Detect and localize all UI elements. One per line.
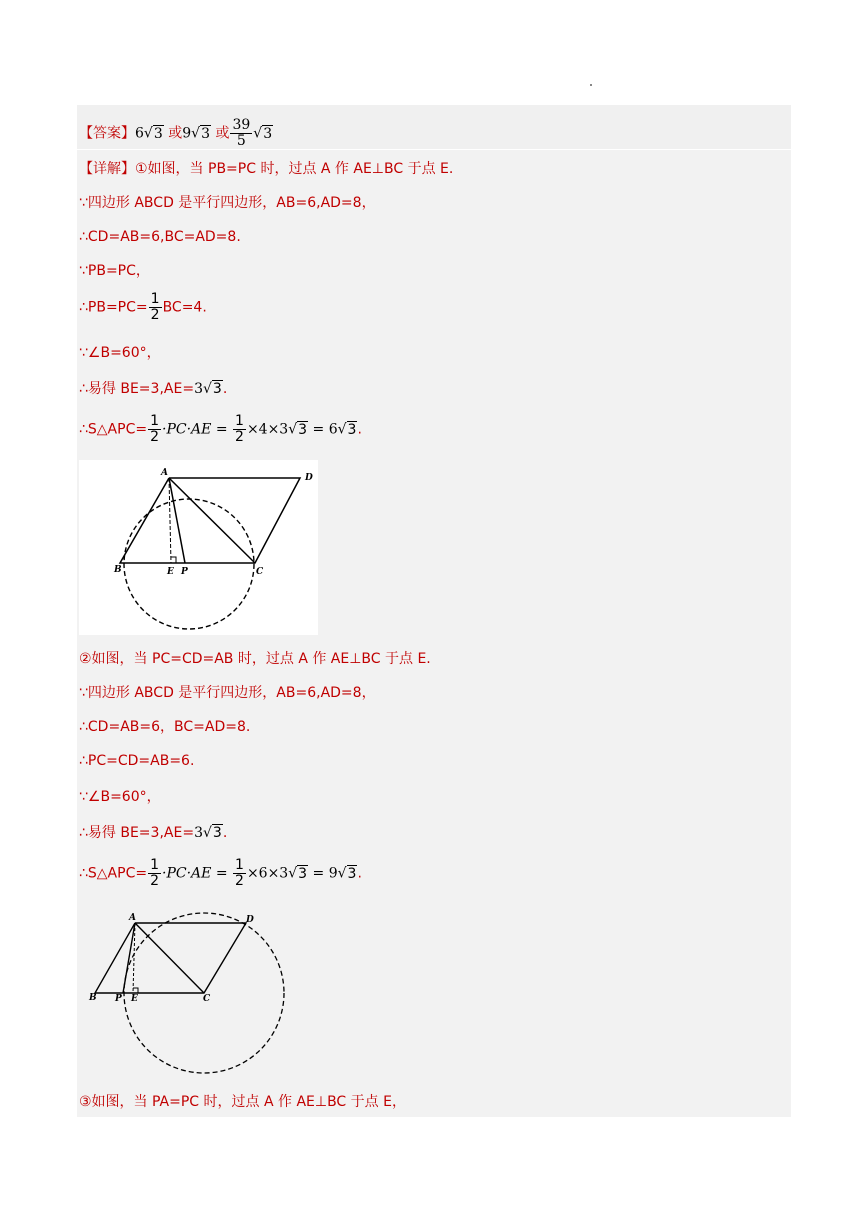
label-p: P <box>181 567 188 577</box>
case1-intro: 【详解】①如图，当 PB=PC 时，过点 A 作 AE⊥BC 于点 E. <box>79 161 454 177</box>
case1-step5: ∵∠B=60°， <box>79 345 161 361</box>
case1-step4: ∴PB=PC= $\frac{1}{2}$ BC=4. <box>79 291 207 323</box>
answer-label: 【答案】 <box>79 125 135 142</box>
label-p: P <box>115 994 122 1004</box>
case2-step4: ∵∠B=60°， <box>79 789 161 805</box>
label-c: C <box>256 567 264 577</box>
case1-step6: ∴易得 BE=3,AE=3√3. <box>79 381 228 397</box>
circle-dashed <box>124 499 254 629</box>
right-angle-mark <box>171 557 176 563</box>
case2-step2: ∴CD=AB=6，BC=AD=8. <box>79 719 251 735</box>
answer-line: 【答案】6√3 或9√3 或 $\frac{39}{5}$ √3 <box>79 117 273 149</box>
parallelogram-abcd <box>95 923 246 993</box>
segment-ac <box>135 923 204 993</box>
case1-step3: ∵PB=PC， <box>79 263 150 279</box>
answer-fraction: $\frac{39}{5}$ <box>232 117 251 149</box>
figure-2 <box>85 907 290 1077</box>
label-c: C <box>203 994 211 1004</box>
label-a: A <box>129 913 136 923</box>
label-b: B <box>89 993 97 1003</box>
case3-intro: ③如图，当 PA=PC 时，过点 A 作 AE⊥BC 于点 E， <box>79 1094 406 1110</box>
case2-step5: ∴易得 BE=3,AE=3√3. <box>79 825 228 841</box>
case1-step7: ∴S△APC= $\frac{1}{2}$ ·PC·AE = $\frac{1}{2}$ ×4×3√3 = 6√3. <box>79 413 362 445</box>
case2-step6: ∴S△APC= $\frac{1}{2}$ ·PC·AE = $\frac{1}{2}$ ×6×3√3 = 9√3. <box>79 857 362 889</box>
page-mark <box>590 84 592 86</box>
case2-step1: ∵四边形 ABCD 是平行四边形，AB=6,AD=8， <box>79 685 376 701</box>
case1-step1: ∵四边形 ABCD 是平行四边形，AB=6,AD=8， <box>79 195 376 211</box>
label-e: E <box>131 994 138 1004</box>
case1-step2: ∴CD=AB=6,BC=AD=8. <box>79 229 241 245</box>
label-e: E <box>167 567 174 577</box>
label-d: D <box>305 473 313 483</box>
label-b: B <box>114 565 122 575</box>
label-d: D <box>246 915 254 925</box>
case2-step3: ∴PC=CD=AB=6. <box>79 753 195 769</box>
case2-intro: ②如图，当 PC=CD=AB 时，过点 A 作 AE⊥BC 于点 E. <box>79 651 431 667</box>
label-a: A <box>161 468 168 478</box>
figure-1 <box>79 460 318 635</box>
parallelogram-abcd <box>120 478 300 563</box>
right-angle-mark <box>133 988 138 993</box>
